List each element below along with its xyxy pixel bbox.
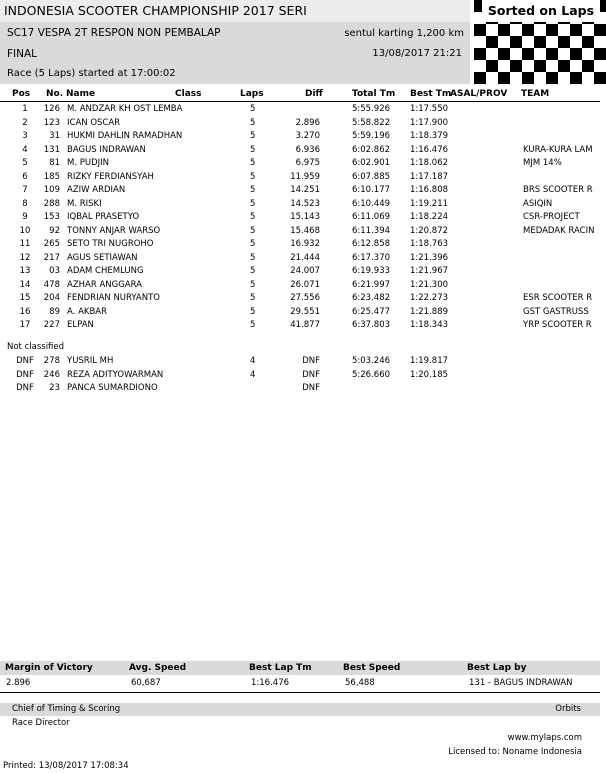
flag-square: [498, 24, 510, 36]
cell-diff: 16.932: [290, 239, 320, 249]
cell-total: 6:10.449: [352, 198, 391, 209]
cell-team: YRP SCOOTER R: [523, 320, 592, 330]
cell-best: 1:19.817: [410, 356, 449, 366]
result-row: [0, 183, 600, 197]
cell-no: 81: [49, 158, 60, 168]
col-diff-header: Diff: [305, 89, 323, 99]
race-info: Race (5 Laps) started at 17:00:02: [7, 68, 176, 79]
cell-laps: 5: [250, 212, 256, 222]
cell-diff: 6.975: [295, 158, 320, 168]
cell-name: M. RISKI: [67, 198, 102, 209]
cell-name: AZIW ARDIAN: [67, 185, 126, 195]
dnf-row: [0, 368, 600, 382]
cell-total: 6:21.997: [352, 279, 391, 290]
cell-name: REZA ADITYOWARMAN: [67, 369, 164, 380]
dnf-row: [0, 354, 600, 368]
flag-square: [474, 72, 486, 84]
result-row: [0, 143, 600, 157]
cell-diff: 26.071: [290, 279, 320, 290]
printed-timestamp: Printed: 13/08/2017 17:08:34: [3, 761, 129, 771]
cell-diff: 15.468: [290, 225, 320, 236]
signature-band: [0, 703, 600, 716]
cell-pos: 10: [19, 225, 31, 236]
cell-laps: 4: [250, 369, 256, 380]
cell-diff: 27.556: [290, 293, 320, 303]
flag-square: [498, 72, 510, 84]
flag-square: [570, 24, 582, 36]
col-name-header: Name: [66, 89, 96, 99]
cell-laps: 5: [250, 117, 256, 128]
cell-total: 6:10.177: [352, 185, 391, 195]
margin-value: 2.896: [6, 678, 31, 688]
cell-name: SETO TRI NUGROHO: [67, 239, 154, 249]
flag-square: [486, 60, 498, 72]
flag-square: [582, 36, 594, 48]
cell-laps: 5: [250, 320, 256, 330]
cell-best: 1:18.062: [410, 158, 449, 168]
cell-no: 126: [43, 104, 60, 114]
cell-team: ESR SCOOTER R: [523, 293, 593, 303]
cell-no: 246: [43, 369, 60, 380]
col-class-header: Class: [175, 89, 202, 99]
cell-laps: 5: [250, 293, 256, 303]
event-info-band: [0, 22, 470, 84]
cell-no: 265: [43, 239, 60, 249]
session-name: FINAL: [7, 48, 38, 60]
cell-best: 1:21.889: [410, 306, 449, 317]
cell-laps: 5: [250, 185, 256, 195]
cell-name: RIZKY FERDIANSYAH: [67, 171, 154, 182]
result-row: [0, 305, 600, 319]
flag-square: [546, 72, 558, 84]
flag-square: [534, 60, 546, 72]
avg-speed-value: 60,687: [131, 678, 161, 688]
cell-team: CSR-PROJECT: [523, 212, 580, 222]
cell-name: ADAM CHEMLUNG: [67, 266, 144, 276]
cell-total: 6:11.069: [352, 212, 391, 222]
result-row: [0, 318, 600, 332]
result-row: [0, 237, 600, 251]
cell-total: 6:17.370: [352, 252, 391, 263]
cell-pos: 16: [19, 306, 31, 317]
cell-laps: 5: [250, 198, 256, 209]
cell-laps: 5: [250, 225, 256, 236]
cell-name: ICAN OSCAR: [67, 117, 121, 128]
flag-square: [582, 60, 594, 72]
result-row: [0, 264, 600, 278]
flag-square: [498, 48, 510, 60]
race-director-label: Race Director: [12, 718, 70, 728]
flag-square: [570, 72, 582, 84]
cell-no: 23: [49, 383, 60, 393]
best-lap-by-label: Best Lap by: [467, 663, 527, 673]
cell-team: KURA-KURA LAM: [523, 144, 593, 155]
cell-laps: 5: [250, 104, 256, 114]
best-lap-value: 1:16.476: [251, 678, 290, 688]
cell-name: BAGUS INDRAWAN: [67, 144, 146, 155]
cell-total: 5:55.926: [352, 104, 391, 114]
cell-laps: 5: [250, 144, 256, 155]
championship-title: INDONESIA SCOOTER CHAMPIONSHIP 2017 SERI: [0, 0, 470, 22]
cell-pos: 4: [22, 144, 28, 155]
event-name: SC17 VESPA 2T RESPON NON PEMBALAP: [7, 27, 221, 39]
col-total-header: Total Tm: [352, 89, 396, 99]
flag-square: [510, 60, 522, 72]
cell-best: 1:20.872: [410, 225, 449, 236]
cell-name: M. PUDJIN: [67, 158, 110, 168]
cell-name: PANCA SUMARDIONO: [67, 383, 158, 393]
cell-best: 1:18.343: [410, 320, 449, 330]
cell-best: 1:21.396: [410, 252, 449, 263]
cell-team: ASIQIN: [523, 198, 553, 209]
summary-divider: [0, 692, 600, 693]
result-row: [0, 156, 600, 170]
cell-pos: 17: [19, 320, 31, 330]
cell-name: YUSRIL MH: [67, 356, 114, 366]
cell-best: 1:20.185: [410, 369, 449, 380]
chief-of-timing-label: Chief of Timing & Scoring: [12, 704, 121, 714]
flag-square: [510, 36, 522, 48]
col-team-header: TEAM: [521, 89, 550, 99]
cell-laps: 5: [250, 252, 256, 263]
cell-laps: 4: [250, 356, 256, 366]
cell-diff: 14.523: [290, 198, 320, 209]
best-speed-value: 56,488: [345, 678, 375, 688]
cell-laps: 5: [250, 306, 256, 317]
flag-square: [594, 48, 606, 60]
cell-no: 03: [49, 266, 60, 276]
cell-diff: 21.444: [290, 252, 320, 263]
orbits-label: Orbits: [555, 704, 581, 714]
cell-total: 5:03.246: [352, 356, 391, 366]
cell-no: 89: [49, 306, 60, 317]
cell-total: 6:37.803: [352, 320, 391, 330]
cell-laps: 5: [250, 266, 256, 276]
best-lap-label: Best Lap Tm: [249, 663, 312, 673]
cell-pos: 3: [22, 131, 28, 141]
flag-square: [522, 24, 534, 36]
cell-total: 6:02.901: [352, 158, 391, 168]
cell-no: 288: [43, 198, 60, 209]
cell-team: BRS SCOOTER R: [523, 185, 593, 195]
cell-pos: 8: [22, 198, 28, 209]
cell-best: 1:17.550: [410, 104, 449, 114]
cell-team: GST GASTRUSS: [523, 306, 589, 317]
cell-pos: 7: [22, 185, 28, 195]
website-link[interactable]: www.mylaps.com: [507, 733, 582, 743]
report-header: [0, 0, 600, 84]
cell-pos: DNF: [16, 369, 34, 380]
cell-pos: DNF: [16, 356, 34, 366]
flag-square: [522, 72, 534, 84]
cell-diff: 2.896: [295, 117, 320, 128]
col-laps-header: Laps: [240, 89, 264, 99]
cell-pos: DNF: [16, 383, 34, 393]
result-row: [0, 197, 600, 211]
cell-pos: 9: [22, 212, 28, 222]
cell-name: M. ANDZAR KH OST LEMBA: [67, 104, 183, 114]
cell-no: 185: [43, 171, 60, 182]
cell-total: 5:59.196: [352, 131, 391, 141]
cell-total: 5:26.660: [352, 369, 391, 380]
cell-diff: 29.551: [290, 306, 320, 317]
cell-diff: 11.959: [290, 171, 320, 182]
cell-best: 1:17.187: [410, 171, 449, 182]
cell-laps: 5: [250, 131, 256, 141]
result-row: [0, 210, 600, 224]
cell-team: MEDADAK RACIN: [523, 225, 595, 236]
cell-best: 1:17.900: [410, 117, 449, 128]
cell-no: 153: [43, 212, 60, 222]
flag-square: [558, 36, 570, 48]
cell-name: HUKMI DAHLIN RAMADHAN: [67, 131, 183, 141]
sorted-on-laps-label: Sorted on Laps: [482, 0, 600, 22]
cell-no: 204: [43, 293, 60, 303]
cell-best: 1:21.967: [410, 266, 449, 276]
result-row: [0, 129, 600, 143]
cell-name: A. AKBAR: [67, 306, 108, 317]
not-classified-label: Not classified: [7, 342, 65, 352]
best-lap-by-value: 131 - BAGUS INDRAWAN: [469, 678, 573, 688]
cell-no: 109: [43, 185, 60, 195]
cell-diff: DNF: [302, 383, 320, 393]
cell-pos: 15: [19, 293, 31, 303]
cell-pos: 5: [22, 158, 28, 168]
col-prov-header: ASAL/PROV: [450, 89, 508, 99]
cell-laps: 5: [250, 171, 256, 182]
cell-name: TONNY ANJAR WARSO: [67, 225, 161, 236]
cell-diff: 3.270: [295, 131, 320, 141]
cell-no: 217: [43, 252, 60, 263]
venue: sentul karting 1,200 km: [344, 28, 464, 39]
cell-no: 92: [49, 225, 60, 236]
col-no-header: No.: [46, 89, 64, 99]
cell-best: 1:18.763: [410, 239, 449, 249]
cell-best: 1:16.476: [410, 144, 449, 155]
cell-no: 31: [49, 131, 60, 141]
col-best-header: Best Tm: [410, 89, 452, 99]
result-row: [0, 224, 600, 238]
cell-name: AGUS SETIAWAN: [67, 252, 138, 263]
cell-best: 1:19.211: [410, 198, 449, 209]
cell-total: 6:12.858: [352, 239, 391, 249]
flag-square: [546, 48, 558, 60]
cell-best: 1:22.273: [410, 293, 449, 303]
cell-total: 6:23.482: [352, 293, 391, 303]
cell-total: 6:11.394: [352, 225, 391, 236]
report-datetime: 13/08/2017 21:21: [372, 48, 462, 59]
cell-name: FENDRIAN NURYANTO: [67, 293, 160, 303]
result-row: [0, 102, 600, 116]
result-row: [0, 251, 600, 265]
cell-diff: 41.877: [290, 320, 320, 330]
cell-total: 6:02.862: [352, 144, 391, 155]
flag-square: [486, 36, 498, 48]
cell-pos: 14: [19, 279, 31, 290]
cell-laps: 5: [250, 239, 256, 249]
flag-square: [522, 48, 534, 60]
result-row: [0, 278, 600, 292]
license-text: Licensed to: Noname Indonesia: [448, 747, 582, 757]
cell-pos: 13: [19, 266, 31, 276]
flag-square: [534, 36, 546, 48]
cell-best: 1:18.379: [410, 131, 449, 141]
cell-diff: 24.007: [290, 266, 320, 276]
col-pos-header: Pos: [12, 89, 31, 99]
cell-diff: 6.936: [295, 144, 320, 155]
cell-laps: 5: [250, 158, 256, 168]
cell-pos: 12: [19, 252, 31, 263]
avg-speed-label: Avg. Speed: [129, 663, 187, 673]
cell-pos: 2: [22, 117, 28, 128]
flag-square: [558, 60, 570, 72]
flag-square: [474, 48, 486, 60]
cell-pos: 6: [22, 171, 28, 182]
cell-pos: 1: [22, 104, 28, 114]
summary-header-band: [0, 661, 600, 675]
cell-best: 1:16.808: [410, 185, 449, 195]
flag-square: [474, 24, 486, 36]
cell-team: MJM 14%: [523, 158, 562, 168]
cell-name: ELPAN: [67, 320, 94, 330]
result-row: [0, 170, 600, 184]
cell-diff: DNF: [302, 369, 320, 380]
cell-no: 278: [43, 356, 60, 366]
cell-no: 123: [43, 117, 60, 128]
dnf-row: [0, 381, 600, 395]
flag-square: [594, 24, 606, 36]
cell-best: 1:18.224: [410, 212, 449, 222]
cell-pos: 11: [19, 239, 31, 249]
cell-total: 5:58.822: [352, 117, 391, 128]
result-row: [0, 291, 600, 305]
best-speed-label: Best Speed: [343, 663, 401, 673]
cell-name: AZHAR ANGGARA: [67, 279, 142, 290]
cell-diff: 14.251: [290, 185, 320, 195]
cell-laps: 5: [250, 279, 256, 290]
cell-no: 227: [43, 320, 60, 330]
flag-square: [594, 72, 606, 84]
cell-diff: 15.143: [290, 212, 320, 222]
cell-total: 6:07.885: [352, 171, 391, 182]
result-row: [0, 116, 600, 130]
cell-no: 131: [43, 144, 60, 155]
margin-label: Margin of Victory: [5, 663, 93, 673]
cell-total: 6:19.933: [352, 266, 391, 276]
flag-square: [570, 48, 582, 60]
cell-no: 478: [43, 279, 60, 290]
cell-name: IQBAL PRASETYO: [67, 212, 140, 222]
cell-diff: DNF: [302, 356, 320, 366]
cell-best: 1:21.300: [410, 279, 449, 290]
flag-square: [546, 24, 558, 36]
cell-total: 6:25.477: [352, 306, 391, 317]
